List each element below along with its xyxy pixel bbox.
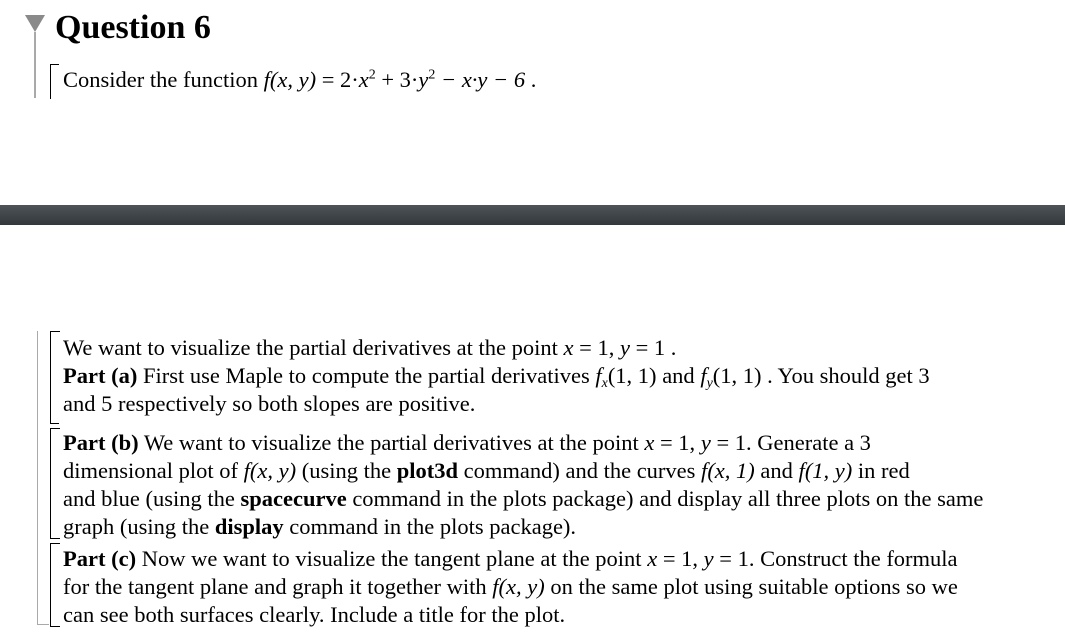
exponent-y: 2 xyxy=(428,67,436,83)
part-a-line-1: Part (a) First use Maple to compute the partial derivatives $f_x(1$, 1) and $f_y(1$, 1) . You should get 3 xyxy=(63,363,930,392)
question-title: Question 6 xyxy=(55,9,211,46)
keyword-display: display xyxy=(214,514,284,539)
group-bracket-part-a[interactable] xyxy=(50,331,60,424)
part-b-line-2: dimensional plot of f(x, y) (using the plot3d command) and the curves f(x, 1) and f(1, y) in red xyxy=(63,458,910,483)
keyword-plot3d: plot3d xyxy=(396,458,458,483)
plus-coef: + 3· xyxy=(375,67,419,92)
function-name: f xyxy=(263,67,270,92)
part-a-label: Part (a) xyxy=(63,363,138,388)
statement-period: . xyxy=(525,67,537,92)
statement-prefix: Consider the function xyxy=(63,67,258,92)
part-c-label: Part (c) xyxy=(63,546,137,571)
execution-group-bracket[interactable] xyxy=(50,64,59,99)
section-rule-lower-end xyxy=(37,624,49,625)
group-bracket-part-a-end xyxy=(50,423,59,424)
section-rule-lower xyxy=(37,331,38,625)
part-c-paragraph[interactable] xyxy=(63,545,958,629)
function-statement[interactable] xyxy=(63,67,536,93)
intro-line: We want to visualize the partial derivatives at the point x = 1, y = 1 . xyxy=(63,335,677,360)
part-c-line-2: for the tangent plane and graph it together with f(x, y) on the same plot using suitable options so we xyxy=(63,574,958,599)
part-a-paragraph[interactable] xyxy=(63,334,930,418)
statement-tail: − x·y − 6 xyxy=(435,67,526,92)
part-b-line-3: and blue (using the spacecurve command in the plots package) and display all three plots on the same xyxy=(63,486,984,511)
part-a-line-2: and 5 respectively so both slopes are positive. xyxy=(63,391,476,416)
part-b-paragraph[interactable] xyxy=(63,429,983,541)
exponent-x: 2 xyxy=(368,67,376,83)
eq-coef: = 2· xyxy=(316,67,359,92)
part-c-line-1: Part (c) Now we want to visualize the tangent plane at the point x = 1, y = 1. Construct the formula xyxy=(63,546,958,571)
var-y: y xyxy=(418,67,429,92)
function-args: (x, y) xyxy=(269,67,317,92)
var-x: x xyxy=(358,67,369,92)
group-bracket-part-c[interactable] xyxy=(50,543,60,627)
section-collapse-toggle-icon[interactable] xyxy=(25,15,45,32)
part-c-line-3: can see both surfaces clearly. Include a title for the plot. xyxy=(63,602,566,627)
page-separator-bar xyxy=(0,205,1065,225)
part-b-line-1: Part (b) We want to visualize the partial derivatives at the point x = 1, y = 1. Generate a 3 xyxy=(63,430,871,455)
keyword-spacecurve: spacecurve xyxy=(240,486,347,511)
part-b-label: Part (b) xyxy=(63,430,139,455)
part-b-line-4: graph (using the display command in the plots package). xyxy=(63,514,577,539)
section-rule xyxy=(34,32,36,98)
group-bracket-part-b[interactable] xyxy=(50,428,60,539)
